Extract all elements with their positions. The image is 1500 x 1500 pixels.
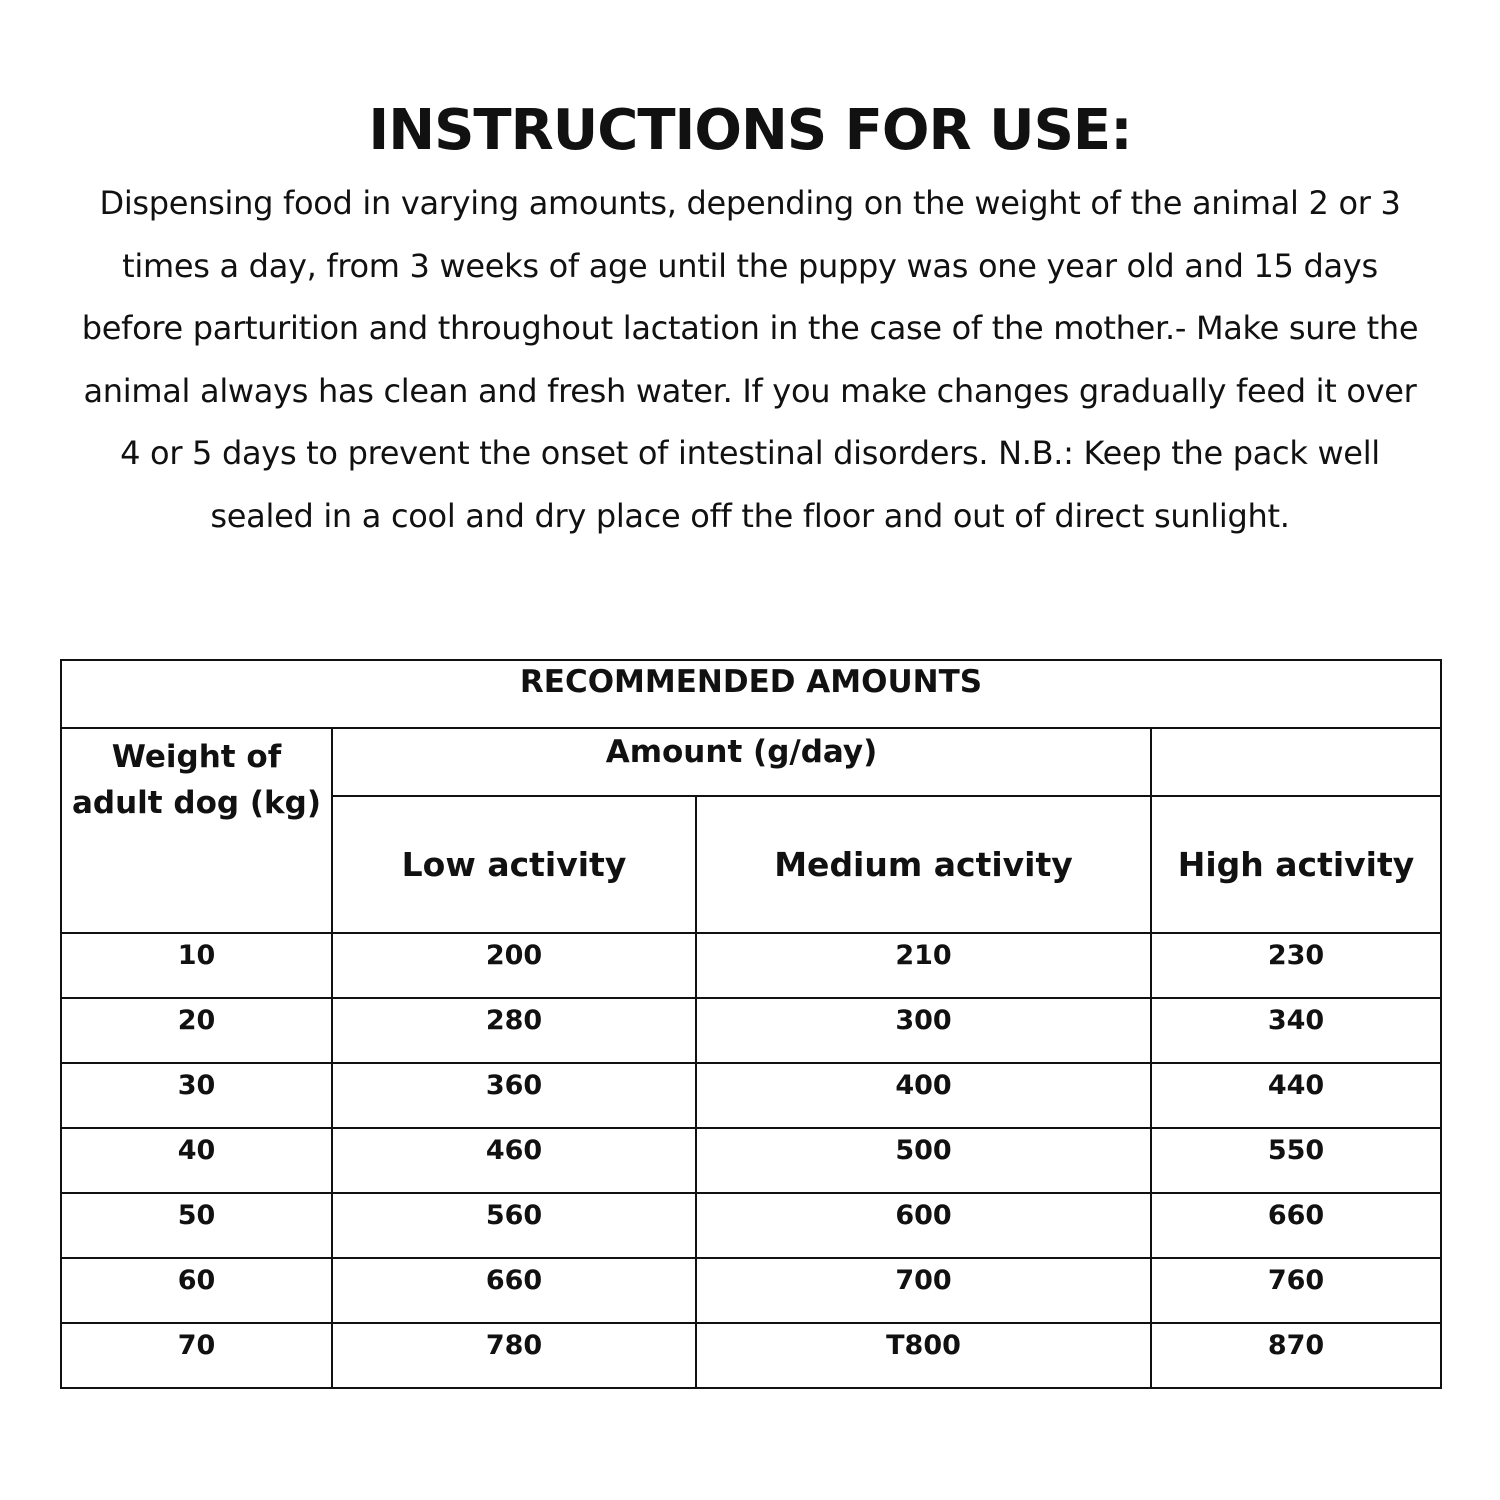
low-activity-cell: 780 bbox=[332, 1323, 696, 1388]
table-row bbox=[61, 1063, 1441, 1128]
weight-cell: 40 bbox=[61, 1128, 332, 1193]
weight-cell: 30 bbox=[61, 1063, 332, 1128]
table-row bbox=[61, 933, 1441, 998]
high-activity-cell: 660 bbox=[1151, 1193, 1441, 1258]
medium-activity-cell: 500 bbox=[696, 1128, 1151, 1193]
low-activity-cell: 280 bbox=[332, 998, 696, 1063]
high-activity-header: High activity bbox=[1151, 796, 1441, 933]
table-row bbox=[61, 1258, 1441, 1323]
low-activity-cell: 200 bbox=[332, 933, 696, 998]
high-activity-cell: 230 bbox=[1151, 933, 1441, 998]
instructions-line: direct sunlight. bbox=[1054, 496, 1290, 535]
low-activity-cell: 560 bbox=[332, 1193, 696, 1258]
medium-activity-cell: 600 bbox=[696, 1193, 1151, 1258]
low-activity-cell: 360 bbox=[332, 1063, 696, 1128]
instructions-line: days before parturition and throughout lactation in the case of the mother.- bbox=[81, 246, 1378, 347]
table-row bbox=[61, 1323, 1441, 1388]
weight-cell: 50 bbox=[61, 1193, 332, 1258]
empty-header-cell bbox=[1151, 728, 1441, 796]
high-activity-cell: 550 bbox=[1151, 1128, 1441, 1193]
table-row bbox=[61, 1128, 1441, 1193]
table-row bbox=[61, 1193, 1441, 1258]
medium-activity-header: Medium activity bbox=[696, 796, 1151, 933]
high-activity-cell: 870 bbox=[1151, 1323, 1441, 1388]
table-row bbox=[61, 998, 1441, 1063]
high-activity-cell: 440 bbox=[1151, 1063, 1441, 1128]
medium-activity-cell: 700 bbox=[696, 1258, 1151, 1323]
low-activity-cell: 460 bbox=[332, 1128, 696, 1193]
instructions-text bbox=[70, 172, 1430, 547]
instructions-line: Make sure the animal always has clean and fresh water. If you make changes bbox=[83, 309, 1419, 410]
table-title: RECOMMENDED AMOUNTS bbox=[61, 660, 1441, 728]
instructions-line: Dispensing food in varying amounts, depending on the weight of the animal 2 bbox=[99, 184, 1329, 222]
weight-column-header bbox=[61, 728, 332, 933]
medium-activity-cell: 210 bbox=[696, 933, 1151, 998]
page-title: INSTRUCTIONS FOR USE: bbox=[368, 98, 1132, 163]
instructions-line: gradually feed it over 4 or 5 days to prevent the onset of intestinal disorders. bbox=[120, 371, 1417, 472]
weight-header-line: Weight of bbox=[111, 739, 282, 775]
weight-cell: 60 bbox=[61, 1258, 332, 1323]
weight-cell: 70 bbox=[61, 1323, 332, 1388]
weight-cell: 20 bbox=[61, 998, 332, 1063]
weight-header-line: adult dog (kg) bbox=[71, 785, 322, 821]
medium-activity-cell: T800 bbox=[696, 1323, 1151, 1388]
instructions-line: or 3 times a day, from 3 weeks of age until the puppy was one year old and 15 bbox=[122, 184, 1401, 285]
high-activity-cell: 760 bbox=[1151, 1258, 1441, 1323]
instructions-line: N.B.: Keep the pack well sealed in a cool and dry place off the floor and out of bbox=[210, 434, 1380, 535]
recommended-amounts-table bbox=[60, 659, 1442, 1389]
low-activity-cell: 660 bbox=[332, 1258, 696, 1323]
high-activity-cell: 340 bbox=[1151, 998, 1441, 1063]
medium-activity-cell: 300 bbox=[696, 998, 1151, 1063]
low-activity-header: Low activity bbox=[332, 796, 696, 933]
weight-cell: 10 bbox=[61, 933, 332, 998]
medium-activity-cell: 400 bbox=[696, 1063, 1151, 1128]
amount-header: Amount (g/day) bbox=[332, 728, 1151, 796]
